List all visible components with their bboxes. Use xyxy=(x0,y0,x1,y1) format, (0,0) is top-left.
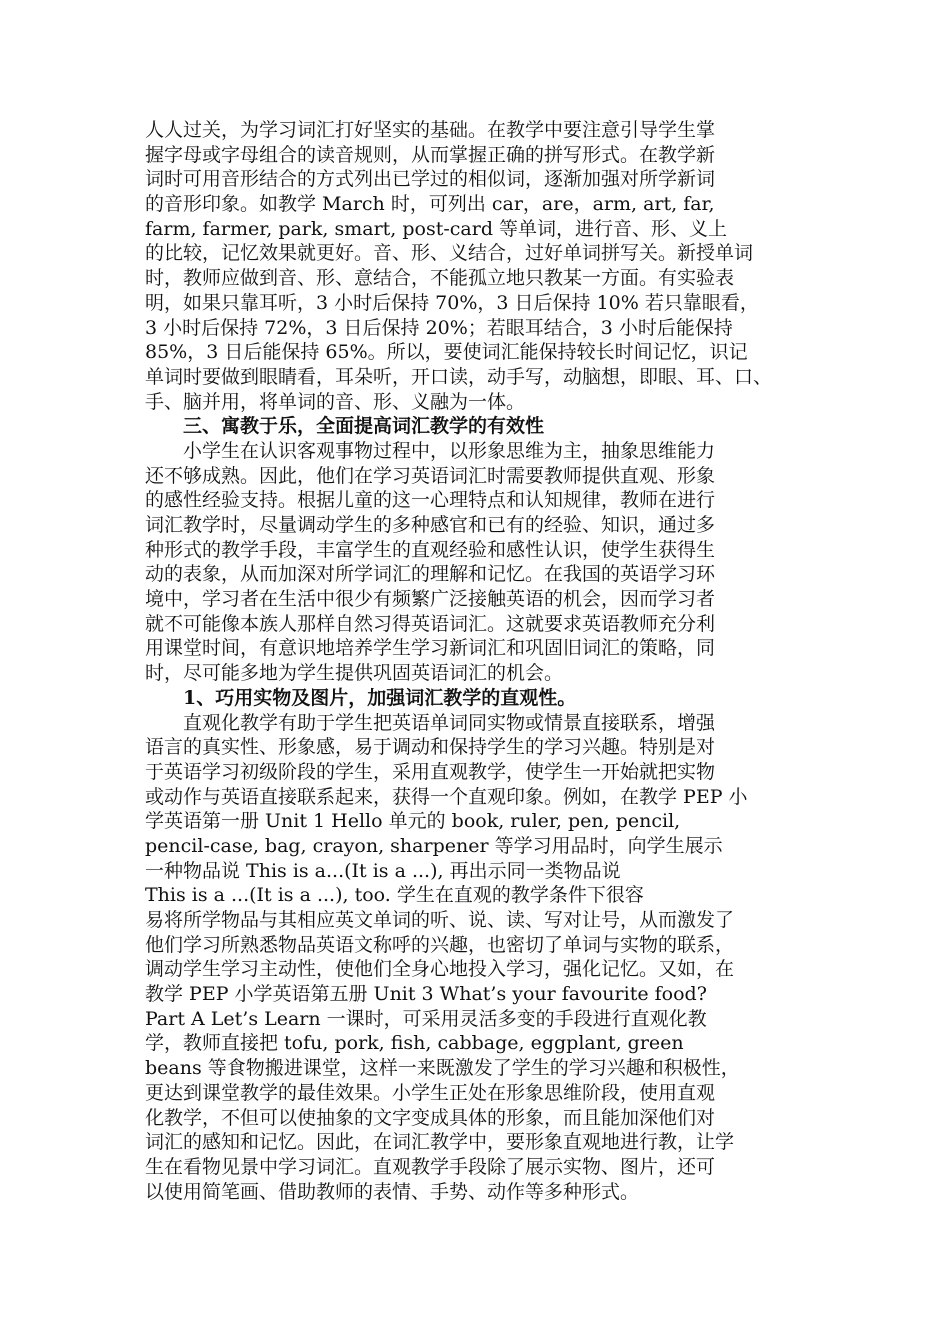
text-line: 的音形印象。如教学 March 时，可列出 car，are，arm, art, far, xyxy=(145,193,715,216)
text-line: 明，如果只靠耳听，3 小时后保持 70%，3 日后保持 10% 若只靠眼看， xyxy=(145,291,759,314)
text-line: 手、脑并用，将单词的音、形、义融为一体。 xyxy=(145,390,526,413)
text-line: 就不可能像本族人那样自然习得英语词汇。这就要求英语教师充分利 xyxy=(145,612,716,635)
text-line: 85%，3 日后能保持 65%。所以，要使词汇能保持较长时间记忆，识记 xyxy=(145,341,748,364)
text-line: 调动学生学习主动性，使他们全身心地投入学习，强化记忆。又如，在 xyxy=(145,958,735,981)
section-heading: 三、寓教于乐，全面提高词汇教学的有效性 xyxy=(183,415,545,438)
text-line: 他们学习所熟悉物品英语文称呼的兴趣，也密切了单词与实物的联系， xyxy=(145,933,735,956)
text-line: 的比较，记忆效果就更好。音、形、义结合，过好单词拼写关。新授单词 xyxy=(145,242,754,265)
text-line: 词时可用音形结合的方式列出已学过的相似词，逐渐加强对所学新词 xyxy=(145,168,716,191)
text-line: 时，教师应做到音、形、意结合，不能孤立地只教某一方面。有实验表 xyxy=(145,267,735,290)
section-heading: 1、巧用实物及图片，加强词汇教学的直观性。 xyxy=(183,686,577,709)
text-line: 学英语第一册 Unit 1 Hello 单元的 book, ruler, pen, pencil, xyxy=(145,810,681,833)
text-line: 学，教师直接把 tofu, pork, fish, cabbage, eggplant, green xyxy=(145,1032,684,1055)
text-line: pencil-case, bag, crayon, sharpener 等学习用品时，向学生展示 xyxy=(145,834,723,857)
text-line: 单词时要做到眼睛看，耳朵听，开口读，动手写，动脑想，即眼、耳、口、 xyxy=(145,365,773,388)
text-line: 词汇的感知和记忆。因此，在词汇教学中，要形象直观地进行教，让学 xyxy=(145,1131,735,1154)
text-line: 词汇教学时，尽量调动学生的多种感官和已有的经验、知识，通过多 xyxy=(145,514,716,536)
text-line: 用课堂时间，有意识地培养学生学习新词汇和巩固旧词汇的策略，同 xyxy=(145,637,716,660)
text-line: farm, farmer, park, smart, post-card 等单词，进行音、形、义上 xyxy=(145,217,728,240)
text-line: 的感性经验支持。根据儿童的这一心理特点和认知规律，教师在进行 xyxy=(145,489,716,512)
text-line: 易将所学物品与其相应英文单词的听、说、读、写对让号，从而激发了 xyxy=(145,909,735,931)
text-line: 化教学，不但可以使抽象的文字变成具体的形象，而且能加深他们对 xyxy=(145,1106,716,1129)
text-line: 握字母或字母组合的读音规则，从而掌握正确的拼写形式。在教学新 xyxy=(145,143,716,166)
text-line: 生在看物见景中学习词汇。直观教学手段除了展示实物、图片，还可 xyxy=(145,1155,716,1178)
text-line: 语言的真实性、形象感，易于调动和保持学生的学习兴趣。特别是对 xyxy=(145,736,716,759)
text-line: 人人过关，为学习词汇打好坚实的基础。在教学中要注意引导学生掌 xyxy=(145,119,716,141)
text-line: 直观化教学有助于学生把英语单词同实物或情景直接联系，增强 xyxy=(183,711,716,734)
text-line: 时，尽可能多地为学生提供巩固英语词汇的机会。 xyxy=(145,662,564,685)
text-line: 小学生在认识客观事物过程中，以形象思维为主，抽象思维能力 xyxy=(183,439,716,462)
text-line: 动的表象，从而加深对所学词汇的理解和记忆。在我国的英语学习环 xyxy=(145,563,716,586)
text-line: 更达到课堂教学的最佳效果。小学生正处在形象思维阶段，使用直观 xyxy=(145,1081,716,1104)
text-line: This is a ...(It is a ...), too. 学生在直观的教学条件下很容 xyxy=(145,884,644,907)
text-line: beans 等食物搬进课堂，这样一来既激发了学生的学习兴趣和积极性， xyxy=(145,1057,740,1080)
text-line: 还不够成熟。因此，他们在学习英语词汇时需要教师提供直观、形象 xyxy=(145,464,716,487)
text-line: 于英语学习初级阶段的学生，采用直观教学，使学生一开始就把实物 xyxy=(145,760,716,783)
document-page xyxy=(145,118,813,1204)
text-line: 种形式的教学手段，丰富学生的直观经验和感性认识，使学生获得生 xyxy=(145,538,716,561)
text-line: 境中，学习者在生活中很少有频繁广泛接触英语的机会，因而学习者 xyxy=(145,588,716,611)
text-line: 一种物品说 This is a...(It is a ...), 再出示同一类物品说 xyxy=(145,859,621,882)
text-line: 以使用简笔画、借助教师的表情、手势、动作等多种形式。 xyxy=(145,1180,640,1203)
text-line: 3 小时后保持 72%，3 日后保持 20%；若眼耳结合，3 小时后能保持 xyxy=(145,316,733,339)
text-line: Part A Let’s Learn 一课时，可采用灵活多变的手段进行直观化教 xyxy=(145,1007,707,1030)
text-line: 或动作与英语直接联系起来，获得一个直观印象。例如，在教学 PEP 小 xyxy=(145,785,748,808)
text-line: 教学 PEP 小学英语第五册 Unit 3 What’s your favourite food? xyxy=(145,983,707,1006)
